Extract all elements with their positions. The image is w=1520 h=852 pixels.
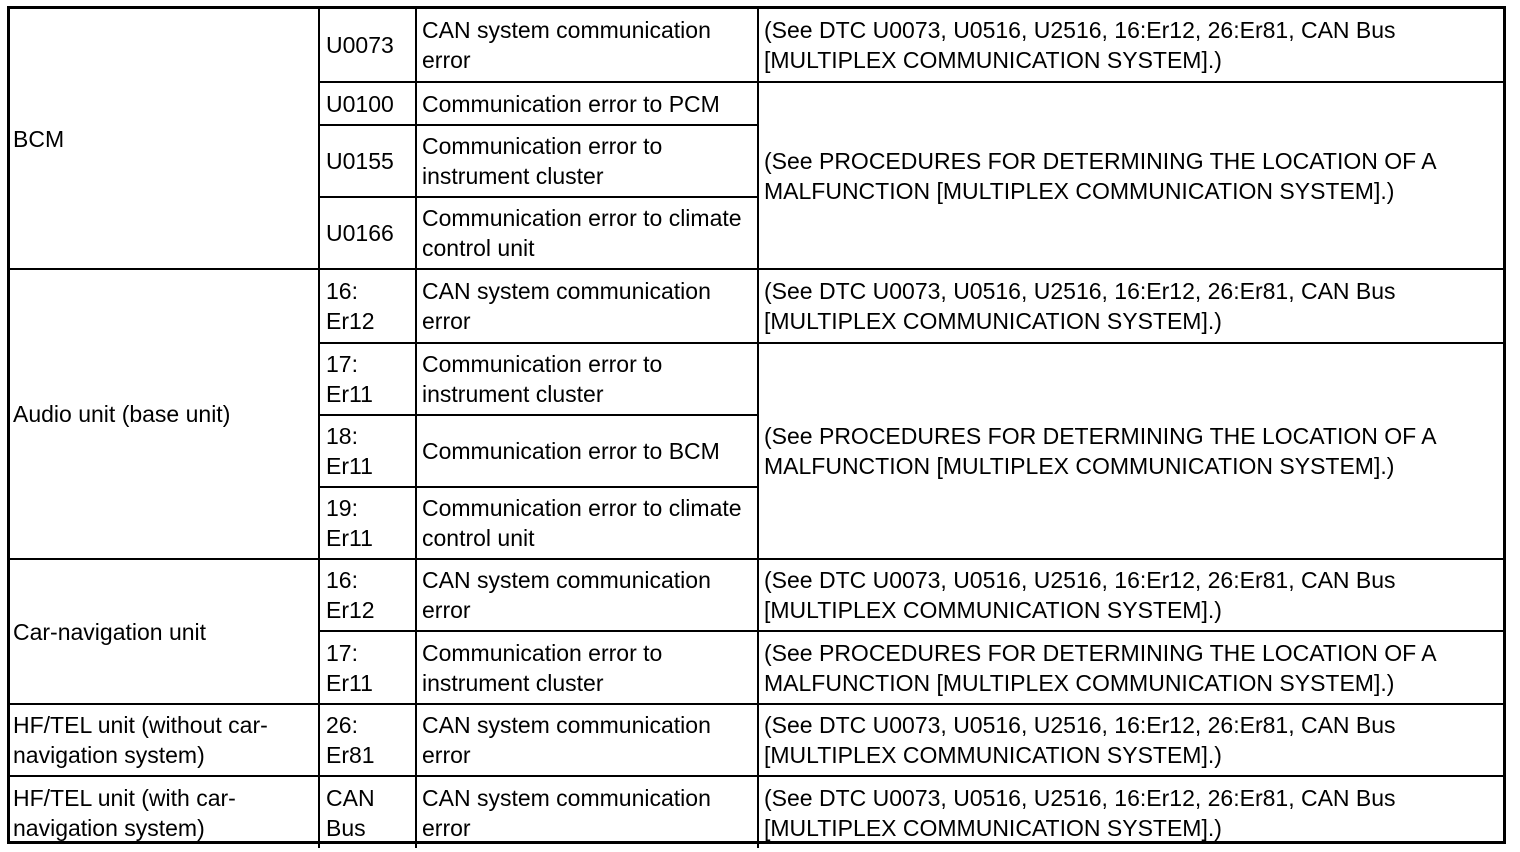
dtc-code-cell: U0073 — [319, 9, 416, 82]
action-cell — [758, 269, 1503, 343]
dtc-code-cell: 19: Er11 — [319, 487, 416, 559]
action-line: [MULTIPLEX COMMUNICATION SYSTEM].) — [764, 308, 1222, 334]
action-cell — [758, 631, 1503, 704]
description-cell: Communication error to instrument cluster — [416, 343, 758, 415]
action-line: (See DTC U0073, U0516, U2516, 16:Er12, 26:Er81, CAN Bus — [764, 784, 1396, 811]
action-line: MALFUNCTION [MULTIPLEX COMMUNICATION SYSTEM].) — [764, 177, 1395, 204]
unit-cell: BCM — [10, 9, 319, 269]
dtc-code-cell: U0100 — [319, 82, 416, 125]
description-cell: CAN system communication error — [416, 776, 758, 848]
action-line: MALFUNCTION [MULTIPLEX COMMUNICATION SYSTEM].) — [764, 669, 1395, 696]
action-cell — [758, 9, 1503, 82]
table-row — [10, 559, 1503, 631]
action-line: (See DTC U0073, U0516, U2516, 16:Er12, 26:Er81, CAN Bus — [764, 278, 1396, 304]
action-cell — [758, 343, 1503, 559]
action-line: (See PROCEDURES FOR DETERMINING THE LOCATION OF A — [764, 423, 1437, 449]
action-line: [MULTIPLEX COMMUNICATION SYSTEM].) — [764, 47, 1222, 73]
action-cell — [758, 704, 1503, 776]
dtc-code-cell: 17: Er11 — [319, 343, 416, 415]
action-line: (See PROCEDURES FOR DETERMINING THE LOCATION OF A — [764, 147, 1437, 174]
dtc-code-cell: 26: Er81 — [319, 704, 416, 776]
table-row — [10, 269, 1503, 343]
description-cell: Communication error to climate control unit — [416, 487, 758, 559]
action-line: [MULTIPLEX COMMUNICATION SYSTEM].) — [764, 597, 1222, 623]
dtc-code-cell: U0155 — [319, 125, 416, 197]
dtc-code-cell: 18: Er11 — [319, 415, 416, 487]
unit-cell: HF/TEL unit (with car-navigation system) — [10, 776, 319, 848]
description-cell: CAN system communication error — [416, 559, 758, 631]
table-row — [10, 9, 1503, 82]
action-line: MALFUNCTION [MULTIPLEX COMMUNICATION SYSTEM].) — [764, 453, 1395, 479]
description-cell: CAN system communication error — [416, 704, 758, 776]
description-cell: Communication error to BCM — [416, 415, 758, 487]
action-line: [MULTIPLEX COMMUNICATION SYSTEM].) — [764, 814, 1222, 841]
description-cell: Communication error to instrument cluster — [416, 125, 758, 197]
dtc-table — [10, 9, 1503, 848]
unit-cell: Audio unit (base unit) — [10, 269, 319, 559]
unit-cell: HF/TEL unit (without car-navigation system) — [10, 704, 319, 776]
description-cell: CAN system communication error — [416, 9, 758, 82]
action-line: (See PROCEDURES FOR DETERMINING THE LOCATION OF A — [764, 639, 1437, 666]
dtc-code-cell: 16: Er12 — [319, 559, 416, 631]
action-cell — [758, 559, 1503, 631]
table-row — [10, 704, 1503, 776]
unit-cell: Car-navigation unit — [10, 559, 319, 704]
dtc-code-cell: U0166 — [319, 197, 416, 269]
dtc-code-cell: 16: Er12 — [319, 269, 416, 343]
action-line: (See DTC U0073, U0516, U2516, 16:Er12, 26:Er81, CAN Bus — [764, 712, 1396, 738]
action-line: [MULTIPLEX COMMUNICATION SYSTEM].) — [764, 742, 1222, 768]
action-cell — [758, 776, 1503, 848]
dtc-code-cell: 17: Er11 — [319, 631, 416, 704]
dtc-table-container — [7, 6, 1506, 844]
description-cell: Communication error to climate control unit — [416, 197, 758, 269]
dtc-code-cell: CAN Bus — [319, 776, 416, 848]
action-cell — [758, 82, 1503, 269]
action-line: (See DTC U0073, U0516, U2516, 16:Er12, 26:Er81, CAN Bus — [764, 17, 1396, 43]
description-cell: CAN system communication error — [416, 269, 758, 343]
table-row — [10, 776, 1503, 848]
description-cell: Communication error to instrument cluster — [416, 631, 758, 704]
description-cell: Communication error to PCM — [416, 82, 758, 125]
action-line: (See DTC U0073, U0516, U2516, 16:Er12, 26:Er81, CAN Bus — [764, 567, 1396, 593]
